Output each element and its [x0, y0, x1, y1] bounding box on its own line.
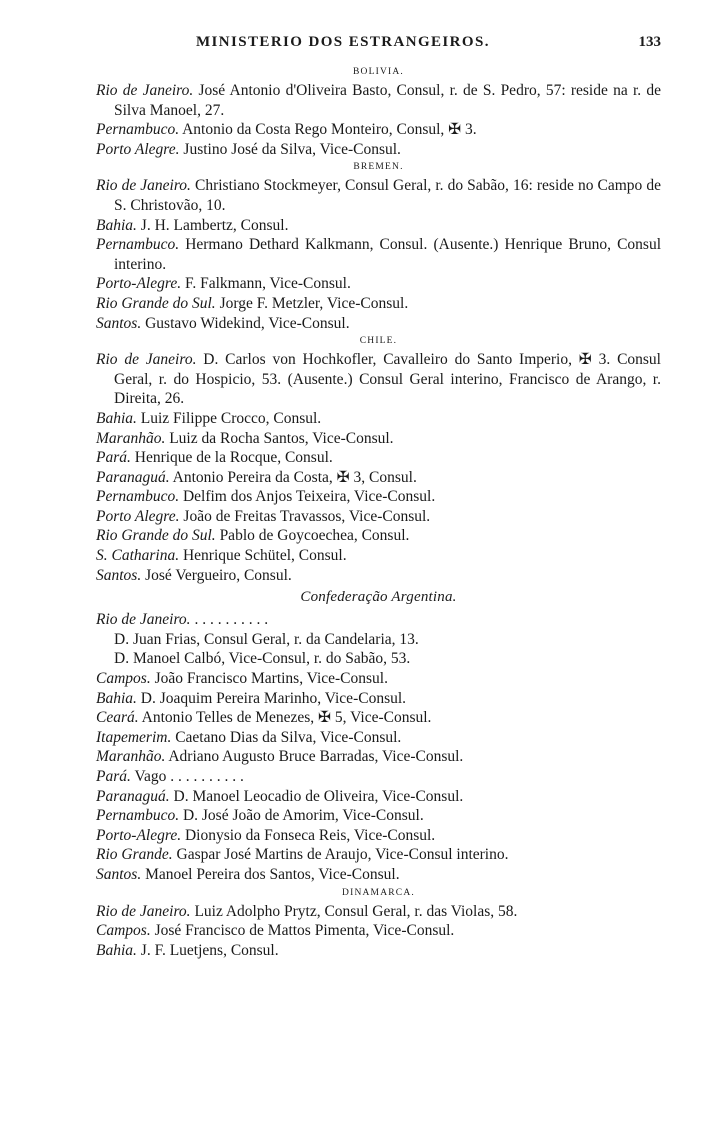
entry: [96, 902, 661, 922]
entry: [96, 140, 661, 160]
section: [96, 887, 661, 961]
entry: [96, 350, 661, 409]
entry-place: Santos.: [96, 865, 142, 883]
entry: [96, 806, 661, 826]
entry-text: Hermano Dethard Kalkmann, Consul. (Ausente.) Henrique Bruno, Consul interino.: [114, 236, 661, 273]
sub-entry: [96, 649, 661, 669]
entry: [96, 826, 661, 846]
entry-text: Jorge F. Metzler, Vice-Consul.: [215, 294, 409, 312]
entry-text: Luiz da Rocha Santos, Vice-Consul.: [165, 429, 394, 447]
entry-place: Rio de Janeiro.: [96, 351, 197, 369]
entry-place: Porto Alegre.: [96, 140, 180, 158]
entry: [96, 747, 661, 767]
entry-place: Porto-Alegre.: [96, 826, 182, 844]
entry-place: Maranhão.: [96, 429, 166, 447]
entry: [96, 409, 661, 429]
entry: [96, 81, 661, 120]
entry: [96, 865, 661, 885]
section: [96, 161, 661, 333]
entry: [96, 294, 661, 314]
entry-text: Gustavo Widekind, Vice-Consul.: [141, 314, 350, 332]
entry-place: Pernambuco.: [96, 488, 180, 506]
entry-text: Caetano Dias da Silva, Vice-Consul.: [171, 728, 402, 746]
entry-place: Campos.: [96, 670, 151, 688]
entry: [96, 728, 661, 748]
entry-text: Justino José da Silva, Vice-Consul.: [179, 140, 401, 158]
entry-place: Paranaguá.: [96, 468, 170, 486]
entry-text: Antonio da Costa Rego Monteiro, Consul, ✠ 3.: [179, 121, 477, 139]
entry-text: Dionysio da Fonseca Reis, Vice-Consul.: [181, 826, 436, 844]
entry-text: Adriano Augusto Bruce Barradas, Vice-Consul.: [165, 748, 464, 766]
entry: [96, 468, 661, 488]
entry-place: Pernambuco.: [96, 236, 180, 254]
entry-place: Bahia.: [96, 941, 137, 959]
entry-text: Gaspar José Martins de Araujo, Vice-Consul interino.: [172, 846, 509, 864]
entry-place: Pernambuco.: [96, 121, 180, 139]
entry-text: Antonio Pereira da Costa, ✠ 3, Consul.: [169, 468, 417, 486]
entry-place: Campos.: [96, 922, 151, 940]
entry-text: Henrique Schütel, Consul.: [179, 547, 347, 565]
entry-text: Vago . . . . . . . . . .: [130, 768, 244, 785]
entry-place: Paranaguá.: [96, 787, 170, 805]
section-title: BREMEN.: [353, 162, 404, 173]
entry-text: . . . . . . . . . .: [190, 611, 269, 629]
entry-text: José Vergueiro, Consul.: [141, 566, 292, 584]
entry: [96, 546, 661, 566]
entry-place: S. Catharina.: [96, 547, 180, 565]
entry: [96, 787, 661, 807]
entry-text: Pablo de Goycoechea, Consul.: [215, 527, 410, 545]
sub-entry: [96, 630, 661, 650]
entry-text: J. F. Luetjens, Consul.: [136, 941, 279, 959]
entry-text: Luiz Filippe Crocco, Consul.: [136, 409, 322, 427]
entry: [96, 767, 661, 787]
entry-text: D. Juan Frias, Consul Geral, r. da Candelaria, 13.: [114, 630, 419, 648]
entry: [96, 176, 661, 215]
entry-text: D. Joaquim Pereira Marinho, Vice-Consul.: [136, 689, 407, 707]
entry: [96, 429, 661, 449]
entry-text: João de Freitas Travassos, Vice-Consul.: [179, 507, 431, 525]
document-page: [96, 34, 661, 960]
entry-text: D. Manoel Calbó, Vice-Consul, r. do Sabão, 53.: [114, 650, 411, 668]
entry-place: Rio de Janeiro.: [96, 902, 191, 920]
entry-place: Porto Alegre.: [96, 507, 180, 525]
section: [96, 335, 661, 585]
entry-text: F. Falkmann, Vice-Consul.: [181, 275, 351, 293]
entry-text: Christiano Stockmeyer, Consul Geral, r. do Sabão, 16: reside no Campo de S. Christovão, 10.: [114, 177, 661, 214]
entry-place: Itapemerim.: [96, 728, 172, 746]
entry-place: Pará.: [96, 449, 131, 467]
entry-text: J. H. Lambertz, Consul.: [136, 216, 289, 234]
page-number: 133: [638, 34, 661, 50]
entry-place: Rio Grande do Sul.: [96, 527, 216, 545]
entry-place: Porto-Alegre.: [96, 275, 182, 293]
entry: [96, 845, 661, 865]
content: [96, 66, 661, 960]
entry-text: Henrique de la Rocque, Consul.: [130, 449, 333, 467]
entry-text: Delfim dos Anjos Teixeira, Vice-Consul.: [179, 488, 436, 506]
entry: [96, 941, 661, 961]
entry: [96, 689, 661, 709]
entry-place: Pernambuco.: [96, 807, 180, 825]
entry-place: Rio Grande do Sul.: [96, 294, 216, 312]
entry-place: Bahia.: [96, 689, 137, 707]
entry-text: D. Manoel Leocadio de Oliveira, Vice-Consul.: [169, 787, 464, 805]
entry-text: Luiz Adolpho Prytz, Consul Geral, r. das Violas, 58.: [190, 902, 518, 920]
entry: [96, 274, 661, 294]
entry-place: Rio Grande.: [96, 846, 173, 864]
entry-place: Maranhão.: [96, 748, 166, 766]
entry-text: João Francisco Martins, Vice-Consul.: [150, 670, 388, 688]
section: [96, 587, 661, 884]
entry-place: Santos.: [96, 314, 142, 332]
entry-text: José Francisco de Mattos Pimenta, Vice-Consul.: [150, 922, 455, 940]
entry: [96, 507, 661, 527]
entry: [96, 487, 661, 507]
entry: [96, 669, 661, 689]
entry-place: Rio de Janeiro.: [96, 82, 194, 99]
entry-place: Bahia.: [96, 409, 137, 427]
entry-text: D. José João de Amorim, Vice-Consul.: [179, 807, 424, 825]
entry-place: Santos.: [96, 566, 142, 584]
entry-place: Pará.: [96, 768, 131, 785]
entry: [96, 526, 661, 546]
entry: [96, 314, 661, 334]
entry: [96, 120, 661, 140]
entry: [96, 216, 661, 236]
entry: [96, 235, 661, 274]
entry-text: Manoel Pereira dos Santos, Vice-Consul.: [141, 865, 400, 883]
entry: [96, 610, 661, 630]
entry-text: José Antonio d'Oliveira Basto, Consul, r. de S. Pedro, 57: reside na r. de Silva Manoel, 27.: [114, 82, 661, 119]
entry: [96, 448, 661, 468]
entry-text: Antonio Telles de Menezes, ✠ 5, Vice-Consul.: [138, 709, 432, 727]
section-title: DINAMARCA.: [342, 887, 415, 898]
page-header: [96, 34, 661, 64]
running-title: MINISTERIO DOS ESTRANGEIROS.: [196, 34, 490, 50]
entry-text: D. Carlos von Hochkofler, Cavalleiro do Santo Imperio, ✠ 3. Consul Geral, r. do Hospicio, 53. (Ausente.) Consul Geral interino, Francisco de Arango, r. Direita, 26.: [114, 351, 661, 408]
section-title: CHILE.: [359, 336, 398, 347]
entry-place: Bahia.: [96, 216, 137, 234]
entry: [96, 566, 661, 586]
entry-place: Ceará.: [96, 709, 139, 727]
entry-place: Rio de Janeiro.: [96, 611, 191, 629]
entry-place: Rio de Janeiro.: [96, 177, 191, 195]
section-title: Confederação Argentina.: [300, 589, 457, 606]
section-title: BOLIVIA.: [352, 67, 405, 77]
entry: [96, 921, 661, 941]
entry: [96, 708, 661, 728]
section: [96, 66, 661, 159]
